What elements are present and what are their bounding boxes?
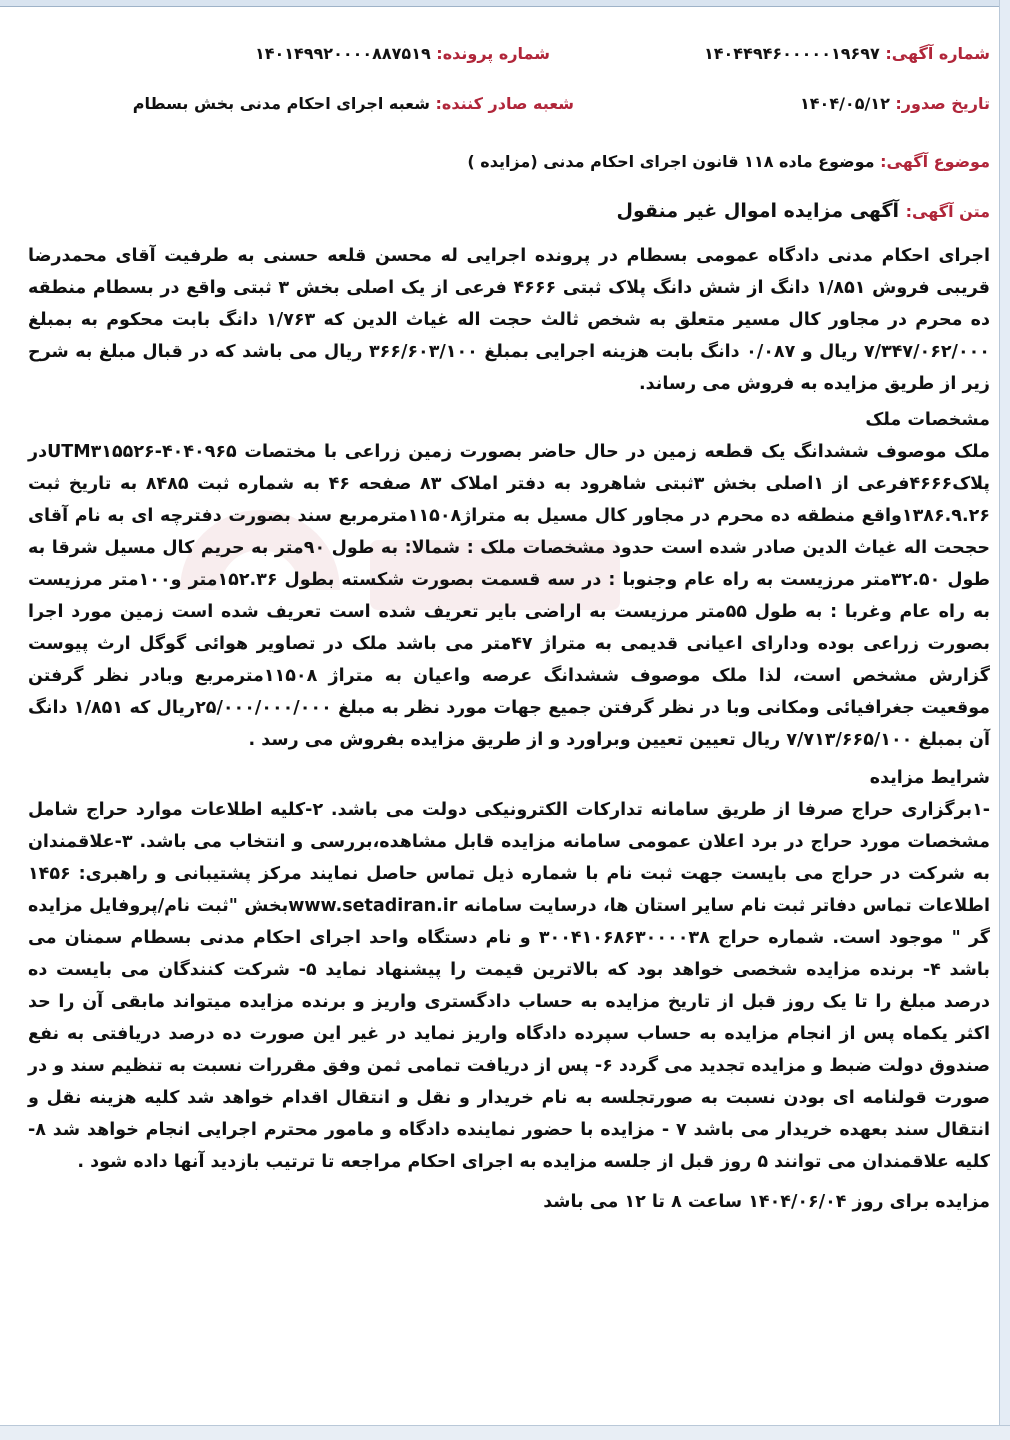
notice-number-label: شماره آگهی: [885,44,990,63]
text-label: متن آگهی: [905,202,990,221]
spec-paragraph: ملک موصوف ششدانگ یک قطعه زمین در حال حاضر بصورت زمین زراعی با مختصات UTM۳۱۵۵۲۶-۴۰۴۰۹۶۵در پلاک۴۶۶۶فرعی از ۱اصلی بخش ۳ثبتی شاهرود به دفتر املاک ۸۳ صفحه ۴۶ به شماره ثبت ۸۴۸۵ به تاریخ ثبت ۱۳۸۶.۹.۲۶واقع منطقه ده محرم در مجاور کال مسیل به متراژ۱۱۵۰۸مترمربع سند بصورت دفترچه ای به نام آقای حجحت اله غیاث الدین صادر شده است حدود مشخصات ملک : شمالا: به طول ۹۰متر به حریم کال مسیل شرقا به طول ۳۲.۵۰متر مرزیست به راه عام وجنوبا : در سه قسمت بصورت شکسته بطول ۱۵۲.۳۶متر و۱۰۰متر مرزیست به راه عام وغربا : به طول ۵۵متر مرزیست به اراضی بایر تعریف شده است تعریف شده است زمین مورد اجرا بصورت زراعی بوده ودارای اعیانی قدیمی به متراژ ۴۷متر می باشد ملک در تصاویر هوائی گوگل ارث پیوست گزارش مشخص است، لذا ملک موصوف ششدانگ عرصه واعیان به متراژ ۱۱۵۰۸مترمربع وبادر نظر گرفتن موقعیت جغرافیائی ومکانی وبا در نظر گرفتن جمیع جهات مورد نظر به مبلغ ۲۵/۰۰۰/۰۰۰/۰۰۰ریال که ۱/۸۵۱ دانگ آن بمبلغ ۷/۷۱۳/۶۶۵/۱۰۰ ریال تعیین تعیین وبراورد و از طریق مزایده بفروش می رسد . [28,442,991,750]
subject-label: موضوع آگهی: [880,152,990,171]
intro-paragraph: اجرای احکام مدنی دادگاه عمومی بسطام در پرونده اجرایی له محسن قلعه حسنی به طرفیت آقای محمدرضا قریبی فروش ۱/۸۵۱ دانگ از شش دانگ پلاک ثبتی ۴۶۶۶ فرعی از یک اصلی بخش ۳ ثبتی واقع در بسطام منطقه ده محرم در مجاور کال مسیر متعلق به شخص ثالث حجت اله غیاث الدین که ۱/۷۶۳ دانگ بابت محکوم به بمبلغ ۷/۳۴۷/۰۶۲/۰۰۰ ریال و ۰/۰۸۷ دانگ بابت هزینه اجرایی بمبلغ ۳۶۶/۶۰۳/۱۰۰ ریال می باشد که در قبال مبلغ به شرح زیر از طریق مزایده به فروش می رساند. [28,246,990,394]
window-top-edge [0,0,1010,7]
conditions-heading: شرایط مزایده [869,768,990,788]
issue-date-value: ۱۴۰۴/۰۵/۱۲ [800,94,890,113]
notice-number [704,44,990,74]
notice-text-title [616,200,990,230]
issuer-value: شعبه اجرای احکام مدنی بخش بسطام [132,94,430,113]
case-number [255,44,550,74]
text-title: آگهی مزایده اموال غیر منقول [616,200,900,222]
vertical-scrollbar[interactable] [999,0,1010,1440]
issuer-label: شعبه صادر کننده: [435,94,574,113]
spec-heading: مشخصات ملک [865,410,990,430]
subject-value: موضوع ماده ۱۱۸ قانون اجرای احکام مدنی (مزایده ) [467,152,875,171]
conditions-paragraph: -۱برگزاری حراج صرفا از طریق سامانه تدارکات الکترونیکی دولت می باشد. ۲-کلیه اطلاعات موارد حراج شامل مشخصات مورد حراج در برد اعلان عمومی سامانه مزایده قابل مشاهده،بررسی و انتخاب می باشد. ۳-علاقمندان به شرکت در حراج می بایست جهت ثبت نام با شماره ذیل تماس حاصل نمایند مرکز پشتیبانی و راهبری: ۱۴۵۶ اطلاعات تماس دفاتر ثبت نام سایر استان ها، درسایت سامانه www.setadiran.irبخش "ثبت نام/پروفایل مزایده گر " موجود است. شماره حراج ۳۰۰۴۱۰۶۸۶۳۰۰۰۰۳۸ و نام دستگاه واحد اجرای احکام مدنی بسطام سمنان می باشد ۴- برنده مزایده شخصی خواهد بود که بالاترین قیمت را پیشنهاد نماید ۵- شرکت کنندگان می بایست ده درصد مبلغ را تا یک روز قبل از تاریخ مزایده به حساب دادگستری واریز و برنده مزایده میتواند مابقی آن را حد اکثر یکماه پس از انجام مزایده به حساب سپرده دادگاه واریز نماید در غیر این صورت ده درصد دریافتی به نفع صندوق دولت ضبط و مزایده تجدید می گردد ۶- پس از دریافت تمامی ثمن وفق مقررات نسبت به تنظیم سند و در صورت قولنامه ای بودن نسبت به صورتجلسه به نام خریدار و نقل و انتقال اقدام خواهد شد کلیه هزینه نقل و انتقال سند بعهده خریدار می باشد ۷ - مزایده با حضور نماینده دادگاه و مامور محترم اجرایی انجام خواهد شد ۸-کلیه علاقمندان می توانند ۵ روز قبل از جلسه مزایده به اجرای احکام مراجعه تا ترتیب بازدید آنها داده شود . [28,800,991,1172]
issuer [133,94,574,124]
auction-time: مزایده برای روز ۱۴۰۴/۰۶/۰۴ ساعت ۸ تا ۱۲ می باشد [543,1192,990,1212]
horizontal-scrollbar[interactable] [0,1425,1010,1440]
issue-date [800,94,990,124]
notice-body [28,240,990,1212]
issue-date-label: تاریخ صدور: [895,94,990,113]
case-number-label: شماره پرونده: [436,44,550,63]
subject [467,152,990,182]
notice-number-value: ۱۴۰۴۴۹۴۶۰۰۰۰۰۱۹۶۹۷ [704,44,880,63]
case-number-value: ۱۴۰۱۴۹۹۲۰۰۰۰۸۸۷۵۱۹ [254,44,431,63]
